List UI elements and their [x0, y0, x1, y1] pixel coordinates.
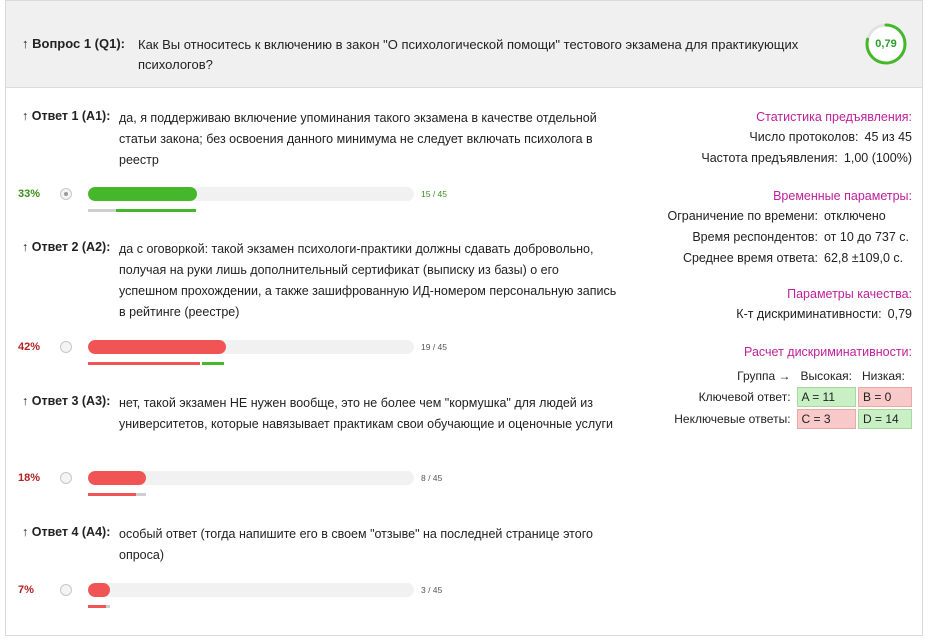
stat-avg-time — [612, 248, 912, 269]
answer-1-text: да, я поддерживаю включение упоминания такого экзамена в качестве отдельной статьи закона; без освоения данного минимума не следует включать психолога в реестр — [119, 111, 597, 167]
answer-4-bar-row — [18, 581, 458, 601]
answer-4-text: особый ответ (тогда напишите его в своем "отзыве" на последней странице этого опроса) — [119, 527, 593, 562]
answer-2-split-high — [202, 362, 224, 365]
answer-3-bar-row — [18, 469, 458, 489]
stat-frequency-label: Частота предъявления: — [701, 151, 838, 165]
answer-2-text: да с оговоркой: такой экзамен психологи-практики должны сдавать добровольно, получая на руки лишь дополнительный сертификат (выписку из базы) о его успешном прохождении, а также зашифрованную ИД-номером персональную запись в рейтинге (реестре) — [119, 242, 617, 319]
answer-1-radio[interactable] — [60, 188, 72, 200]
stats-presentation — [612, 107, 912, 169]
answer-2-split — [88, 362, 228, 365]
stat-protocols — [612, 127, 912, 148]
answer-2-bar-track — [88, 340, 414, 354]
stat-frequency-value: 1,00 (100%) — [843, 151, 912, 165]
answer-2-count: 19 / 45 — [421, 342, 447, 352]
answer-1-tag[interactable]: ↑ Ответ 1 (А1): — [22, 109, 111, 123]
score-ring — [864, 22, 908, 66]
answer-1-bar-fill — [88, 187, 197, 201]
score-value: 0,79 — [875, 38, 897, 50]
answer-2-percent: 42% — [18, 341, 41, 353]
stat-discrimination — [612, 304, 912, 325]
answer-3-bar-track — [88, 471, 414, 485]
discrimination-nonkey-row — [670, 409, 912, 429]
answer-3-count: 8 / 45 — [421, 473, 443, 483]
stat-discrimination-label: К-т дискриминативности: — [736, 307, 882, 321]
stat-time-limit — [612, 206, 912, 227]
stat-resp-time-label: Время респондентов: — [692, 230, 818, 244]
answer-1-percent: 33% — [18, 188, 41, 200]
answer-1-split-low — [88, 209, 116, 212]
discrimination-table — [668, 365, 914, 431]
answer-4-percent: 7% — [18, 584, 34, 596]
stat-discrimination-value: 0,79 — [887, 307, 912, 321]
stat-avg-time-value: 62,8 ±109,0 с. — [824, 251, 904, 265]
stat-protocols-label: Число протоколов: — [749, 130, 859, 144]
stat-avg-time-label: Среднее время ответа: — [682, 251, 818, 265]
answer-2-radio[interactable] — [60, 341, 72, 353]
answer-4-split-high — [106, 605, 110, 608]
question-header — [6, 1, 922, 88]
group-low-label: Низкая: — [862, 369, 905, 383]
nonkey-high-cell: C = 3 — [797, 409, 856, 429]
key-answer-label: Ключевой ответ: — [698, 390, 791, 404]
group-high-label: Высокая: — [800, 369, 852, 383]
answer-1-bar-track — [88, 187, 414, 201]
answer-3-radio[interactable] — [60, 472, 72, 484]
answer-3-percent: 18% — [18, 472, 41, 484]
answer-1-split — [88, 209, 198, 212]
question-tag[interactable]: ↑ Вопрос 1 (Q1): — [22, 36, 126, 51]
answer-3-text: нет, такой экзамен НЕ нужен вообще, это не более чем "кормушка" для людей из университетов, которые навязывает практикам свои обучающие и оценочные услуги — [119, 396, 613, 431]
stats-time-title: Временные параметры: — [773, 189, 912, 203]
answer-4-count: 3 / 45 — [421, 585, 443, 595]
answer-4-split-low — [88, 605, 106, 608]
discrimination-header-row — [670, 367, 912, 385]
answer-2-bar-fill — [88, 340, 226, 354]
stats-quality-title: Параметры качества: — [787, 287, 912, 301]
answer-4-bar-track — [88, 583, 414, 597]
stat-resp-time-value: от 10 до 737 с. — [824, 230, 910, 244]
answer-3-split-high — [136, 493, 146, 496]
discrimination-key-row — [670, 387, 912, 407]
stats-time — [612, 186, 912, 269]
answer-4-bar-fill — [88, 583, 110, 597]
answer-1-split-high — [116, 209, 196, 212]
answer-2-bar-row — [18, 338, 458, 358]
stats-presentation-title: Статистика предъявления: — [756, 110, 912, 124]
stat-time-limit-value: отключено — [824, 209, 886, 223]
stat-frequency — [612, 148, 912, 169]
answer-3-split-low — [88, 493, 136, 496]
stat-protocols-value: 45 из 45 — [864, 130, 912, 144]
answer-4-radio[interactable] — [60, 584, 72, 596]
stats-discrimination-title: Расчет дискриминативности: — [744, 345, 912, 359]
answer-3-tag[interactable]: ↑ Ответ 3 (А3): — [22, 394, 111, 408]
answer-3-split — [88, 493, 148, 496]
answer-3-bar-fill — [88, 471, 146, 485]
key-low-cell: B = 0 — [858, 387, 912, 407]
nonkey-low-cell: D = 14 — [858, 409, 912, 429]
answer-1-bar-row — [18, 185, 458, 205]
answer-2-split-low — [88, 362, 200, 365]
answer-1-count: 15 / 45 — [421, 189, 447, 199]
stats-discrimination — [612, 342, 912, 362]
key-high-cell: A = 11 — [797, 387, 856, 407]
answer-4-tag[interactable]: ↑ Ответ 4 (А4): — [22, 525, 111, 539]
stat-time-limit-label: Ограничение по времени: — [667, 209, 818, 223]
answer-2-tag[interactable]: ↑ Ответ 2 (А2): — [22, 240, 111, 254]
question-text: Как Вы относитесь к включению в закон "О психологической помощи" тестового экзамена для практикующих психологов? — [138, 37, 799, 72]
stats-quality — [612, 284, 912, 325]
stat-resp-time — [612, 227, 912, 248]
nonkey-answer-label: Неключевые ответы: — [674, 412, 791, 426]
answer-4-split — [88, 605, 112, 608]
group-label: Группа → — [737, 369, 791, 383]
